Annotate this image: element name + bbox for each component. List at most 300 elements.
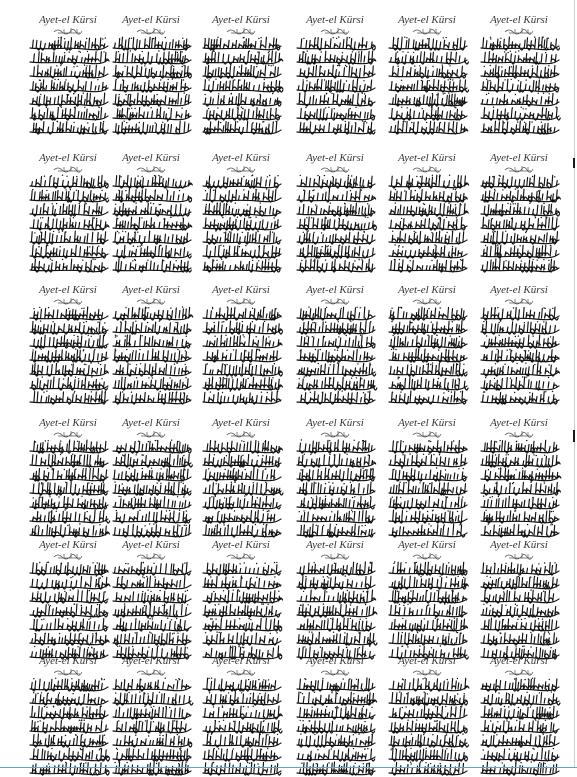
calligraphy-line: [297, 362, 376, 376]
basmala-calligraphy: [24, 550, 112, 560]
basmala-calligraphy: [197, 428, 285, 438]
calligraphy-line: [389, 761, 467, 775]
calligraphy-line: [481, 691, 560, 705]
calligraphy-line: [389, 677, 469, 691]
calligraphy-line: [30, 575, 110, 589]
card-title: Ayet-el Kürsi: [39, 417, 97, 429]
card-title: Ayet-el Kürsi: [39, 539, 97, 551]
ayet-el-kursi-calligraphy: [475, 174, 563, 274]
calligraphy-line: [113, 510, 191, 524]
calligraphy-line: [389, 391, 467, 404]
calligraphy-line: [481, 678, 559, 692]
calligraphy-line: [297, 482, 375, 495]
calligraphy-line: [481, 524, 559, 537]
calligraphy-line: [389, 106, 467, 120]
calligraphy-line: [113, 245, 191, 259]
calligraphy-line: [30, 335, 108, 348]
ayet-el-kursi-calligraphy: [24, 677, 112, 777]
calligraphy-line: [203, 390, 281, 404]
calligraphy-line: [30, 64, 108, 78]
card-title: Ayet-el Kürsi: [122, 152, 180, 164]
calligraphy-line: [481, 217, 559, 230]
calligraphy-line: [203, 562, 281, 575]
calligraphy-line: [389, 576, 468, 589]
calligraphy-line: [389, 706, 467, 719]
calligraphy-line: [113, 747, 191, 761]
calligraphy-line: [113, 691, 193, 705]
calligraphy-line: [297, 259, 375, 272]
calligraphy-line: [30, 589, 108, 603]
basmala-calligraphy: [197, 295, 285, 305]
calligraphy-line: [113, 761, 191, 775]
ayet-el-kursi-calligraphy: [107, 677, 195, 777]
calligraphy-line: [389, 320, 467, 334]
calligraphy-line: [30, 348, 108, 362]
calligraphy-line: [389, 259, 467, 272]
basmala-calligraphy: [107, 666, 195, 676]
basmala-calligraphy: [383, 25, 471, 35]
calligraphy-line: [297, 678, 375, 691]
basmala-calligraphy: [24, 163, 112, 173]
calligraphy-line: [389, 631, 467, 645]
calligraphy-line: [481, 175, 559, 188]
calligraphy-line: [30, 495, 108, 509]
ayet-el-kursi-calligraphy: [383, 561, 471, 661]
calligraphy-line: [389, 482, 467, 496]
calligraphy-line: [30, 79, 108, 92]
calligraphy-line: [297, 107, 375, 120]
basmala-calligraphy: [291, 550, 379, 560]
sticker-card: [24, 284, 112, 406]
card-title: Ayet-el Kürsi: [306, 539, 364, 551]
calligraphy-line: [113, 377, 191, 390]
calligraphy-line: [30, 231, 108, 245]
calligraphy-line: [203, 306, 281, 320]
calligraphy-line: [113, 306, 193, 320]
calligraphy-line: [297, 733, 375, 747]
calligraphy-line: [297, 706, 375, 719]
sticker-card: [475, 539, 563, 661]
basmala-calligraphy: [475, 550, 563, 560]
calligraphy-line: [203, 678, 281, 692]
calligraphy-line: [481, 618, 559, 631]
calligraphy-line: [389, 362, 467, 376]
basmala-calligraphy: [383, 428, 471, 438]
calligraphy-line: [203, 321, 282, 334]
basmala-calligraphy: [475, 666, 563, 676]
calligraphy-line: [203, 334, 282, 347]
sticker-card: [383, 14, 471, 136]
calligraphy-line: [30, 362, 108, 376]
calligraphy-line: [30, 175, 108, 189]
calligraphy-line: [481, 748, 559, 761]
basmala-calligraphy: [475, 163, 563, 173]
calligraphy-line: [113, 440, 191, 454]
calligraphy-line: [481, 632, 559, 646]
ayet-el-kursi-calligraphy: [107, 439, 195, 539]
calligraphy-line: [203, 482, 283, 495]
sticker-card: [383, 655, 471, 777]
calligraphy-line: [113, 468, 191, 481]
basmala-calligraphy: [197, 25, 285, 35]
calligraphy-line: [297, 439, 375, 453]
calligraphy-line: [113, 37, 191, 50]
sticker-card: [475, 655, 563, 777]
calligraphy-line: [389, 51, 468, 64]
calligraphy-line: [113, 188, 192, 202]
calligraphy-line: [389, 121, 468, 134]
calligraphy-line: [203, 230, 281, 244]
calligraphy-line: [389, 510, 467, 524]
calligraphy-line: [203, 377, 282, 390]
card-title: Ayet-el Kürsi: [398, 284, 456, 296]
calligraphy-line: [297, 245, 375, 259]
scrollbar-mark: [573, 430, 575, 442]
calligraphy-line: [481, 576, 559, 589]
calligraphy-line: [203, 692, 281, 705]
calligraphy-line: [203, 589, 283, 603]
calligraphy-line: [30, 509, 110, 523]
calligraphy-line: [297, 335, 375, 348]
calligraphy-line: [481, 562, 559, 575]
calligraphy-line: [30, 719, 108, 733]
calligraphy-line: [203, 64, 281, 78]
calligraphy-line: [113, 217, 192, 231]
calligraphy-line: [389, 618, 468, 631]
card-title: Ayet-el Kürsi: [122, 14, 180, 26]
calligraphy-line: [30, 617, 108, 631]
ayet-el-kursi-calligraphy: [107, 561, 195, 661]
ayet-el-kursi-calligraphy: [475, 561, 563, 661]
calligraphy-line: [30, 51, 109, 64]
calligraphy-line: [113, 78, 191, 92]
calligraphy-line: [203, 748, 281, 761]
sticker-card: [197, 655, 285, 777]
calligraphy-line: [203, 524, 281, 538]
calligraphy-line: [113, 349, 191, 362]
calligraphy-line: [30, 121, 108, 134]
sticker-card: [291, 655, 379, 777]
ayet-el-kursi-calligraphy: [24, 174, 112, 274]
calligraphy-line: [203, 202, 281, 216]
sticker-card: [383, 417, 471, 539]
sticker-card: [475, 417, 563, 539]
calligraphy-line: [481, 391, 559, 404]
calligraphy-line: [389, 335, 467, 349]
calligraphy-line: [203, 50, 283, 64]
basmala-calligraphy: [383, 550, 471, 560]
calligraphy-line: [481, 121, 559, 135]
calligraphy-line: [113, 363, 191, 377]
calligraphy-line: [297, 692, 377, 705]
calligraphy-line: [113, 120, 191, 134]
calligraphy-line: [481, 36, 560, 50]
calligraphy-line: [481, 307, 559, 320]
calligraphy-line: [389, 590, 467, 603]
calligraphy-line: [481, 50, 559, 64]
calligraphy-line: [389, 189, 467, 203]
sticker-card: [475, 284, 563, 406]
calligraphy-line: [297, 36, 375, 50]
calligraphy-line: [203, 468, 281, 481]
ayet-el-kursi-calligraphy: [475, 677, 563, 777]
calligraphy-line: [203, 217, 281, 231]
calligraphy-line: [30, 92, 108, 106]
card-title: Ayet-el Kürsi: [398, 14, 456, 26]
card-title: Ayet-el Kürsi: [39, 655, 97, 667]
calligraphy-line: [389, 64, 467, 78]
card-title: Ayet-el Kürsi: [122, 284, 180, 296]
ayet-el-kursi-calligraphy: [475, 439, 563, 539]
calligraphy-line: [481, 440, 559, 453]
calligraphy-line: [203, 121, 281, 134]
basmala-calligraphy: [291, 295, 379, 305]
sticker-card: [107, 655, 195, 777]
basmala-calligraphy: [475, 25, 563, 35]
calligraphy-line: [30, 37, 108, 50]
calligraphy-line: [203, 510, 281, 524]
page-edge-line: [574, 0, 575, 768]
sticker-card: [24, 152, 112, 274]
sticker-card: [475, 14, 563, 136]
calligraphy-line: [30, 482, 108, 495]
calligraphy-line: [30, 562, 108, 576]
sticker-card: [291, 539, 379, 661]
basmala-calligraphy: [383, 295, 471, 305]
calligraphy-line: [113, 202, 191, 216]
card-title: Ayet-el Kürsi: [212, 539, 270, 551]
calligraphy-line: [481, 720, 559, 734]
calligraphy-line: [389, 453, 467, 467]
basmala-calligraphy: [291, 163, 379, 173]
calligraphy-line: [389, 307, 467, 320]
calligraphy-line: [297, 618, 375, 631]
calligraphy-line: [113, 617, 191, 631]
basmala-calligraphy: [197, 163, 285, 173]
calligraphy-line: [113, 231, 191, 244]
calligraphy-line: [481, 65, 559, 78]
calligraphy-line: [481, 188, 560, 202]
calligraphy-line: [389, 217, 467, 230]
card-title: Ayet-el Kürsi: [212, 14, 270, 26]
calligraphy-line: [30, 107, 108, 120]
calligraphy-line: [113, 632, 191, 646]
basmala-calligraphy: [383, 666, 471, 676]
card-title: Ayet-el Kürsi: [490, 655, 548, 667]
basmala-calligraphy: [107, 428, 195, 438]
card-title: Ayet-el Kürsi: [39, 284, 97, 296]
calligraphy-line: [389, 348, 467, 362]
calligraphy-line: [297, 79, 375, 92]
calligraphy-line: [30, 258, 108, 272]
calligraphy-line: [30, 692, 108, 705]
card-title: Ayet-el Kürsi: [212, 152, 270, 164]
calligraphy-line: [113, 175, 192, 188]
calligraphy-line: [30, 376, 108, 390]
calligraphy-line: [389, 440, 467, 453]
card-title: Ayet-el Kürsi: [306, 152, 364, 164]
calligraphy-line: [203, 720, 282, 733]
basmala-calligraphy: [107, 550, 195, 560]
sticker-card: [24, 417, 112, 539]
calligraphy-line: [297, 720, 375, 733]
calligraphy-line: [113, 496, 191, 509]
sticker-card: [383, 152, 471, 274]
sticker-card: [291, 14, 379, 136]
calligraphy-line: [481, 259, 559, 272]
calligraphy-line: [297, 203, 375, 217]
calligraphy-line: [481, 107, 560, 121]
card-title: Ayet-el Kürsi: [490, 14, 548, 26]
calligraphy-line: [203, 107, 281, 121]
ayet-el-kursi-calligraphy: [107, 174, 195, 274]
card-title: Ayet-el Kürsi: [398, 655, 456, 667]
calligraphy-line: [481, 482, 561, 496]
ayet-el-kursi-calligraphy: [24, 439, 112, 539]
calligraphy-line: [113, 481, 191, 495]
calligraphy-line: [481, 589, 559, 603]
card-title: Ayet-el Kürsi: [398, 417, 456, 429]
card-title: Ayet-el Kürsi: [306, 417, 364, 429]
calligraphy-line: [297, 321, 375, 335]
calligraphy-line: [297, 631, 377, 645]
scrollbar-mark: [573, 158, 575, 168]
calligraphy-line: [203, 37, 281, 50]
calligraphy-line: [297, 510, 375, 524]
calligraphy-line: [113, 454, 192, 467]
ayet-el-kursi-calligraphy: [197, 439, 285, 539]
calligraphy-line: [30, 307, 108, 320]
sticker-card: [24, 655, 112, 777]
calligraphy-line: [30, 678, 108, 691]
calligraphy-line: [481, 467, 561, 481]
ayet-el-kursi-calligraphy: [383, 36, 471, 136]
sticker-card: [197, 417, 285, 539]
calligraphy-line: [30, 734, 108, 747]
calligraphy-line: [481, 93, 559, 107]
calligraphy-line: [297, 454, 376, 468]
calligraphy-line: [297, 562, 375, 575]
card-title: Ayet-el Kürsi: [490, 284, 548, 296]
calligraphy-line: [113, 335, 191, 349]
basmala-calligraphy: [197, 666, 285, 676]
calligraphy-line: [203, 79, 283, 93]
calligraphy-line: [389, 202, 468, 216]
calligraphy-line: [297, 524, 375, 537]
card-title: Ayet-el Kürsi: [122, 417, 180, 429]
calligraphy-line: [481, 203, 560, 216]
calligraphy-line: [30, 633, 109, 645]
card-title: Ayet-el Kürsi: [490, 539, 548, 551]
calligraphy-line: [30, 391, 108, 405]
card-title: Ayet-el Kürsi: [39, 152, 97, 164]
calligraphy-line: [113, 589, 191, 603]
calligraphy-line: [297, 175, 375, 188]
calligraphy-line: [113, 678, 191, 692]
ayet-el-kursi-calligraphy: [291, 677, 379, 777]
calligraphy-line: [481, 79, 559, 92]
card-title: Ayet-el Kürsi: [490, 417, 548, 429]
calligraphy-line: [481, 510, 559, 523]
calligraphy-line: [297, 748, 375, 761]
calligraphy-line: [389, 719, 467, 733]
sticker-card: [383, 284, 471, 406]
calligraphy-line: [203, 705, 282, 719]
calligraphy-line: [203, 603, 281, 617]
calligraphy-line: [203, 762, 281, 775]
calligraphy-line: [481, 496, 559, 510]
card-title: Ayet-el Kürsi: [122, 655, 180, 667]
calligraphy-line: [297, 349, 375, 362]
ayet-el-kursi-calligraphy: [24, 306, 112, 406]
calligraphy-line: [203, 175, 281, 189]
ayet-el-kursi-calligraphy: [291, 306, 379, 406]
calligraphy-line: [297, 590, 376, 603]
calligraphy-line: [113, 576, 191, 589]
calligraphy-line: [203, 188, 281, 202]
card-title: Ayet-el Kürsi: [490, 152, 548, 164]
calligraphy-line: [297, 390, 375, 404]
calligraphy-line: [389, 175, 469, 189]
calligraphy-line: [481, 734, 559, 747]
ayet-el-kursi-calligraphy: [24, 36, 112, 136]
sticker-card: [291, 417, 379, 539]
calligraphy-line: [297, 189, 376, 202]
sticker-card: [291, 284, 379, 406]
calligraphy-line: [389, 603, 467, 617]
calligraphy-line: [481, 706, 559, 719]
calligraphy-line: [30, 203, 108, 216]
calligraphy-line: [113, 562, 191, 575]
calligraphy-line: [30, 454, 108, 468]
calligraphy-line: [389, 561, 467, 575]
calligraphy-line: [113, 50, 191, 64]
calligraphy-line: [297, 575, 375, 589]
sticker-card: [107, 417, 195, 539]
calligraphy-line: [113, 107, 191, 120]
sticker-card: [24, 539, 112, 661]
card-title: Ayet-el Kürsi: [398, 152, 456, 164]
calligraphy-line: [203, 259, 281, 272]
card-title: Ayet-el Kürsi: [306, 284, 364, 296]
calligraphy-line: [297, 306, 375, 320]
calligraphy-line: [481, 244, 559, 258]
calligraphy-line: [203, 576, 281, 589]
card-title: Ayet-el Kürsi: [306, 14, 364, 26]
calligraphy-line: [113, 734, 192, 748]
calligraphy-line: [297, 376, 377, 390]
ayet-el-kursi-calligraphy: [383, 677, 471, 777]
ayet-el-kursi-calligraphy: [107, 36, 195, 136]
calligraphy-line: [30, 320, 108, 334]
sticker-card: [291, 152, 379, 274]
calligraphy-line: [203, 440, 282, 453]
ayet-el-kursi-calligraphy: [197, 36, 285, 136]
sticker-card: [107, 539, 195, 661]
calligraphy-line: [389, 37, 467, 51]
basmala-calligraphy: [24, 25, 112, 35]
calligraphy-line: [30, 762, 109, 775]
calligraphy-line: [389, 231, 467, 245]
calligraphy-line: [297, 762, 375, 775]
ayet-el-kursi-calligraphy: [197, 561, 285, 661]
calligraphy-line: [389, 244, 467, 258]
calligraphy-line: [297, 216, 376, 230]
calligraphy-line: [389, 733, 469, 747]
calligraphy-line: [113, 706, 191, 719]
calligraphy-line: [389, 92, 467, 106]
calligraphy-line: [203, 245, 281, 258]
